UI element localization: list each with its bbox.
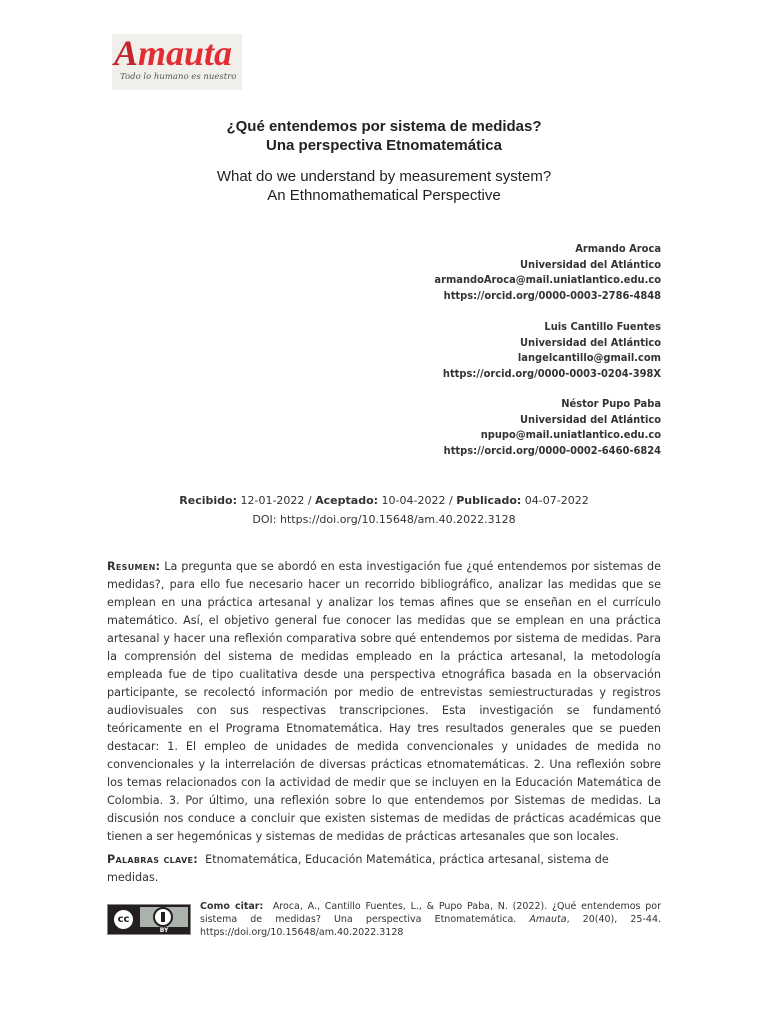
citation: Como citar: Aroca, A., Cantillo Fuentes, L., & Pupo Paba, N. (2022). ¿Qué entendemos por sistema de medidas? Una perspectiva Etnomatemática. Amauta, 20(40), 25-44. https://doi.org/10.15648/am.40.2022.3128 [200,901,662,938]
received-date: 12-01-2022 [240,494,305,507]
received-label: Recibido: [179,494,237,507]
author-name: Armando Aroca [575,242,661,255]
author-block [443,319,661,381]
author-affiliation: Universidad del Atlántico [519,335,661,349]
citation-journal: Amauta [529,914,567,925]
author-orcid[interactable]: https://orcid.org/0000-0003-2786-4848 [443,288,661,302]
logo-tagline: Todo lo humano es nuestro [120,72,237,82]
accepted-date: 10-04-2022 [381,494,446,507]
citation-label: Como citar: [200,901,264,912]
doi-link[interactable]: DOI: https://doi.org/10.15648/am.40.2022.3128 [252,513,516,526]
author-email[interactable]: npupo@mail.uniatlantico.edu.co [480,428,661,442]
author-affiliation: Universidad del Atlántico [519,412,661,426]
keywords-text: Etnomatemática, Educación Matemática, práctica artesanal, sistema de medidas. [107,853,609,884]
author-block [444,396,661,458]
author-orcid[interactable]: https://orcid.org/0000-0002-6460-6824 [443,443,661,457]
journal-logo [112,34,242,90]
published-date: 04-07-2022 [524,494,589,507]
author-block [434,241,661,303]
accepted-label: Aceptado: [315,494,379,507]
cc-by-license-badge[interactable] [107,904,191,935]
author-affiliation: Universidad del Atlántico [519,257,661,271]
abstract [107,558,661,846]
published-label: Publicado: [456,494,522,507]
keywords [107,851,661,887]
creative-commons-icon: cc [112,908,135,931]
logo-wordmark: Amauta [114,33,233,73]
author-name: Néstor Pupo Paba [561,397,661,410]
license-by-label: BY [159,927,169,934]
keywords-label: Palabras clave: [107,853,199,866]
attribution-icon [153,907,173,927]
title-english: What do we understand by measurement system? An Ethnomathematical Perspective [216,168,552,204]
author-email[interactable]: langelcantillo@gmail.com [517,351,661,365]
author-orcid[interactable]: https://orcid.org/0000-0003-0204-398X [442,366,661,380]
author-name: Luis Cantillo Fuentes [544,320,661,333]
abstract-label: Resumen: [107,560,161,573]
title-spanish: ¿Qué entendemos por sistema de medidas? Una perspectiva Etnomatemática [226,118,542,154]
author-email[interactable]: armandoAroca@mail.uniatlantico.edu.co [434,273,661,287]
publication-dates: Recibido: 12-01-2022 / Aceptado: 10-04-2022 / Publicado: 04-07-2022 DOI: https://doi.org/10.15648/am.40.2022.3128 [0,491,768,529]
abstract-text: La pregunta que se abordó en esta investigación fue ¿qué entendemos por sistemas de medidas?, para ello fue necesario hacer un recorrido bibliográfico, analizar las medidas que se emplean en una práctica artesanal y analizar los temas afines que se enseñan en el currículo matemático. Así, el objetivo general fue conocer las medidas que se emplean en una práctica artesanal y hacer una reflexión comparativa sobre qué entendemos por sistema de medidas. Para la comprensión del sistema de medidas empleado en la práctica artesanal, la metodología empleada fue de tipo cualitativa desde una perspectiva etnográfica basada en la observación participante, se recolectó información por medio de entrevistas semiestructuradas y registros audiovisuales con sus respectivas transcripciones. Esta investigación se fundamentó teóricamente en el Programa Etnomatemática. Hay tres resultados generales que se pueden destacar: 1. El empleo de unidades de medida convencionales y unidades de medida no convencionales y la interrelación de diversas prácticas etnomatemáticas. 2. Una reflexión sobre los temas relacionados con la actividad de medir que se incluyen en la Educación Matemática de Colombia. 3. Por último, una reflexión sobre lo que entendemos por Sistemas de medidas. La discusión nos conduce a concluir que existen sistemas de medidas de prácticas académicas que tienen a ser hegemónicas y sistemas de medidas de prácticas artesanales que son locales. [107,560,662,843]
